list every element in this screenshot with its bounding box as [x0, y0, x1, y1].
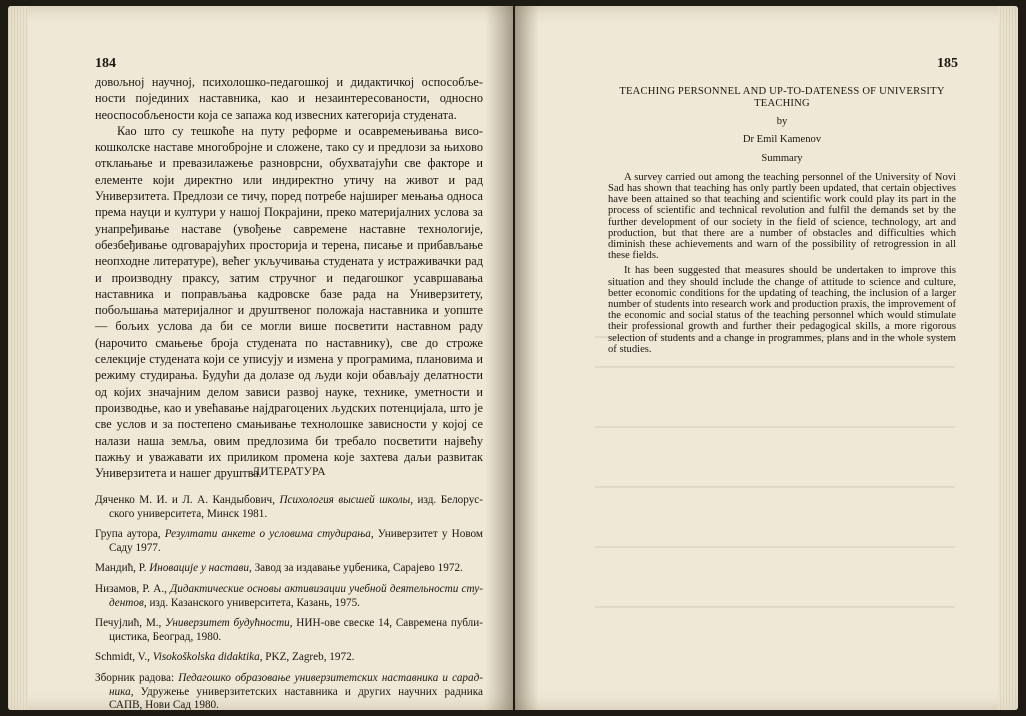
reference-item: Низамов, Р. А., Дидактические основы активизации учебной деятельности студентов, изд. Казанского университета, Казань, 1975. [95, 582, 483, 609]
literature-heading: ЛИТЕРАТУРА [252, 466, 326, 478]
left-paragraph-1: довољној научној, психолошко-педагошкој и дидактичкој оспособљености појединих наставника, као и незаинтересованости, односно неоспособљености која се запажа код извесних категорија студената. [95, 75, 483, 122]
reference-item: Зборник радова: Педагошко образовање универзитетских наставника и сарадника, Удружење универзитетских наставника и других научних радника САПВ, Нови Сад 1980. [95, 671, 483, 710]
reference-item: Дяченко М. И. и Л. А. Кандыбович, Психология высшей школы, изд. Белорусского университета, Минск 1981. [95, 494, 483, 520]
show-through-line [595, 606, 955, 608]
show-through-line [595, 426, 955, 428]
article-title: TEACHING PERSONNEL AND UP-TO-DATENESS OF UNIVERSITY TEACHING [619, 86, 945, 109]
show-through-line [595, 366, 955, 368]
reference-item: Мандић, Р. Иновације у настави, Завод за издавање уџбеника, Сарајево 1972. [95, 562, 463, 575]
summary-heading: Summary [761, 152, 803, 164]
page-number-left: 184 [95, 56, 116, 71]
left-page [8, 6, 513, 710]
page-edge [998, 6, 1018, 710]
show-through-line [595, 546, 955, 548]
reference-item: Група аутора, Резултати анкете о условима студирања, Универзитет у Новом Саду 1977. [95, 528, 483, 554]
reference-item: Schmidt, V., Visokoškolska didaktika, PKZ, Zagreb, 1972. [95, 651, 355, 664]
gutter-shadow [485, 6, 513, 710]
summary-paragraph-1: A survey carried out among the teaching personnel of the University of Novi Sad has shown that teaching has only partly been updated, that certain objectives have been attained so that teaching and scientific work could play its part in the process of scientific and technical revolution and fulfil the demands set by the further development of our society in the field of science, technology, art and production, but that there are a number of obstacles and difficulties which diminish these achievements and warn of the possibility of retrogression in all these fields. [608, 171, 956, 262]
summary-paragraph-2: It has been suggested that measures should be undertaken to improve this situation and they should include the change of attitude to science and culture, better economic conditions for the updating of teaching, the inclusion of a larger number of students into research work and production praxis, the improvement of the economic and social status of the teaching personnel which would stimulate their professional growth and further their pedagogical skills, a more rigorous selection of students and a change in programmes, plans and in the whole system of studies. [608, 265, 956, 355]
show-through-line [595, 486, 955, 488]
byline-by: by [776, 116, 788, 128]
left-body-text [95, 74, 483, 481]
author-name: Dr Emil Kamenov [742, 134, 822, 146]
right-page [515, 6, 1018, 710]
page-edge [8, 6, 28, 710]
reference-list [95, 494, 483, 710]
summary-section [608, 86, 956, 355]
page-number-right: 185 [937, 56, 958, 71]
gutter-shadow [515, 6, 539, 710]
reference-item: Печујлић, М., Универзитет будућности, НИН-ове свеске 14, Савремена публицистика, Београд, 1980. [95, 617, 483, 643]
left-paragraph-2: Као што су тешкоће на путу реформе и осавремењивања високошколске наставе многобројне и сложене, тако су и предлози за њихово отклањање и превазилажење разноврсни, обухватајући све факторе и елементе који директно или индиректно утичу на живот и рад Универзитета. Предлози се тичу, поред потребе најширег мењања односа према науци и култури у нашој Покрајини, преко материјалних услова за унапређивање наставе (увођење савремене наставне технологије, обезбеђивање одговарајућих просторија и терена, писање и прибављање неопходне литературе), већег укључивања студената у истраживачки рад и производну праксу, затим стручног и педагошког усавршавања наставника и поправљања кадровске базе рада на Универзитету, побољшања материјалног и друштвеног положаја наставника и уопште — бољих услова да би се могли више посветити наставном раду (нарочито смањење броја студената по наставнику), све до строже селекције студената који се уписују и измена у програмима, плановима и режиму студирања. Будући да долазе од људи који обављају делатности од којих значајним делом зависи развој науке, технике, уметности и производње, као и увећавање најдрагоцених људских потенцијала, што је све услов и за постепено смањивање технолошке зависности у којој се налази наша земља, овим предлозима би требало посветити највећу пажњу и уважавати их приликом промена које захтева даљи развитак Универзитета и нашег друштва. [95, 123, 483, 481]
